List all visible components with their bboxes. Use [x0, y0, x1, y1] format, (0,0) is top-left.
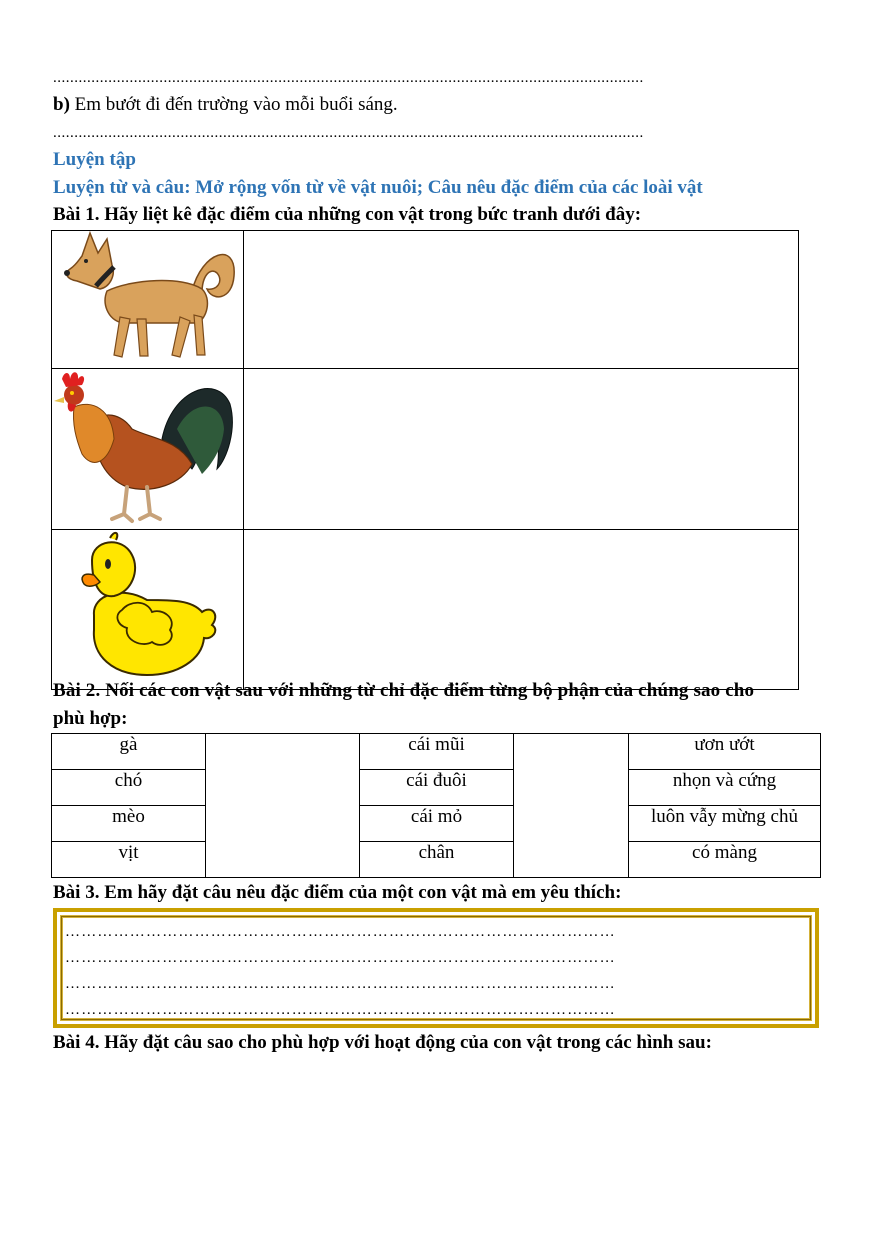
- answer-dotted-line[interactable]: …………………………………………………………………………………………: [65, 1002, 616, 1018]
- answer-frame[interactable]: [53, 908, 819, 1028]
- sentence-text: Em bướt đi đến trường vào mỗi buổi sáng.: [69, 94, 398, 115]
- answer-dotted-line[interactable]: …………………………………………………………………………………………: [65, 976, 616, 992]
- answer-dotted-line: ...........................................................................................................................................: [53, 70, 644, 86]
- answer-dotted-line: ...........................................................................................................................................: [53, 125, 644, 141]
- animal-cell[interactable]: gà: [52, 734, 206, 770]
- duckling-image: [52, 530, 243, 684]
- rooster-cell: [52, 369, 244, 530]
- rooster-image: [52, 369, 243, 524]
- duckling-answer-cell[interactable]: [244, 530, 799, 690]
- feature-cell[interactable]: luôn vẫy mừng chủ: [629, 806, 821, 842]
- connector-column-1[interactable]: [206, 734, 360, 878]
- feature-cell[interactable]: nhọn và cứng: [629, 770, 821, 806]
- sentence-b: [53, 94, 398, 116]
- answer-dotted-line[interactable]: …………………………………………………………………………………………: [65, 924, 616, 940]
- part-cell[interactable]: cái mũi: [360, 734, 514, 770]
- dog-image: [52, 231, 243, 363]
- part-cell[interactable]: cái đuôi: [360, 770, 514, 806]
- animal-cell[interactable]: chó: [52, 770, 206, 806]
- animal-cell[interactable]: vịt: [52, 842, 206, 878]
- exercise-3-title: Bài 3. Em hãy đặt câu nêu đặc điểm của một con vật mà em yêu thích:: [53, 882, 622, 903]
- section-subtitle: Luyện từ và câu: Mở rộng vốn từ về vật nuôi; Câu nêu đặc điểm của các loài vật: [53, 177, 703, 198]
- exercise-2-title-cont: phù hợp:: [53, 708, 128, 729]
- duckling-cell: [52, 530, 244, 690]
- answer-dotted-line[interactable]: …………………………………………………………………………………………: [65, 950, 616, 966]
- dog-answer-cell[interactable]: [244, 231, 799, 369]
- exercise-1-title: Bài 1. Hãy liệt kê đặc điểm của những con vật trong bức tranh dưới đây:: [53, 204, 642, 225]
- part-cell[interactable]: chân: [360, 842, 514, 878]
- exercise-2-title: Bài 2. Nối các con vật sau với những từ chỉ đặc điểm từng bộ phận của chúng sao cho: [53, 680, 755, 701]
- feature-cell[interactable]: có màng: [629, 842, 821, 878]
- item-label: b): [53, 94, 70, 115]
- animal-cell[interactable]: mèo: [52, 806, 206, 842]
- matching-table: [51, 733, 821, 878]
- dog-cell: [52, 231, 244, 369]
- section-title: Luyện tập: [53, 149, 136, 170]
- exercise-1-table: [51, 230, 799, 690]
- feature-cell[interactable]: ươn ướt: [629, 734, 821, 770]
- connector-column-2[interactable]: [514, 734, 629, 878]
- rooster-answer-cell[interactable]: [244, 369, 799, 530]
- exercise-4-title: Bài 4. Hãy đặt câu sao cho phù hợp với hoạt động của con vật trong các hình sau:: [53, 1032, 712, 1053]
- part-cell[interactable]: cái mỏ: [360, 806, 514, 842]
